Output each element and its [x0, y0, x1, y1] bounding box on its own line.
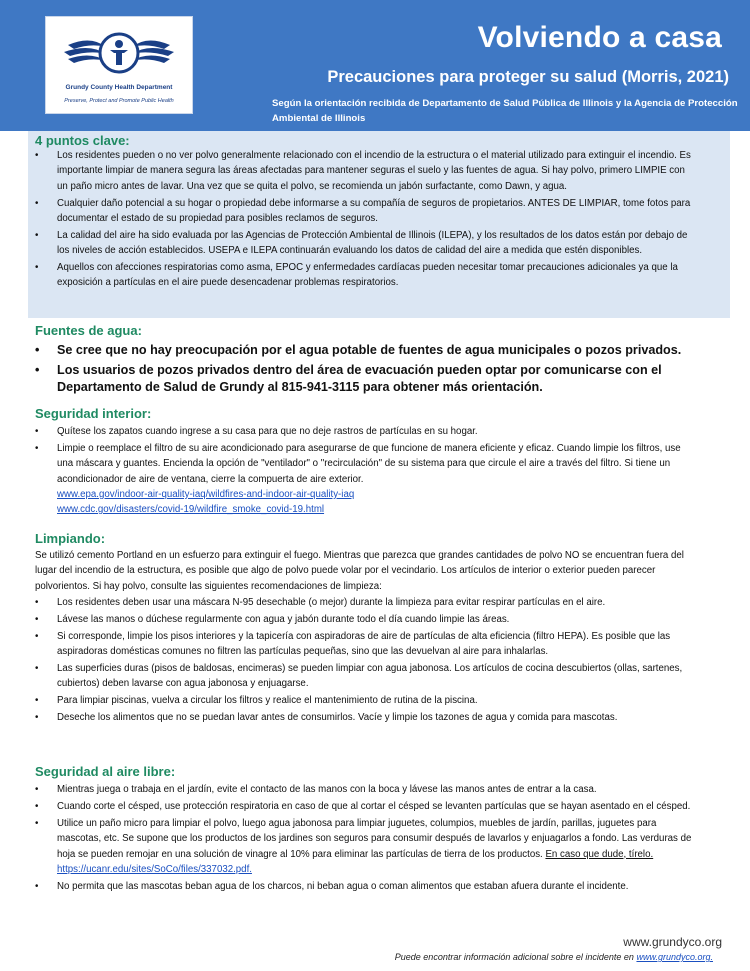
logo-name: Grundy County Health Department	[65, 84, 173, 91]
cleaning-section	[35, 548, 695, 727]
epa-link[interactable]: www.epa.gov/indoor-air-quality-iaq/wildfires-and-indoor-air-quality-iaq	[57, 488, 355, 500]
guidance-note: Según la orientación recibida de Departamento de Salud Pública de Illinois y la Agencia de Protección Ambiental de Illinois	[272, 98, 738, 124]
indoor-list	[35, 424, 695, 517]
footer-website: www.grundyco.org	[623, 935, 722, 949]
outdoor-item	[35, 816, 695, 877]
health-department-emblem-icon	[46, 17, 192, 87]
indoor-heading: Seguridad interior:	[35, 406, 152, 421]
cdc-link[interactable]: www.cdc.gov/disasters/covid-19/wildfire_smoke_covid-19.html	[57, 504, 325, 516]
page-title: Volviendo a casa	[477, 21, 722, 54]
indoor-item: • Quítese los zapatos cuando ingrese a su casa para que no deje rastros de partículas en su hogar.	[35, 424, 695, 439]
outdoor-heading: Seguridad al aire libre:	[35, 764, 176, 779]
footer-note	[395, 952, 713, 962]
cleaning-item: • Los residentes deben usar una máscara N-95 desechable (o mejor) durante la limpieza para evitar respirar partículas en el aire.	[35, 595, 695, 610]
logo	[45, 16, 193, 114]
doubt-note: En caso que dude, tírelo.	[545, 848, 654, 860]
key-point-item: • Los residentes pueden o no ver polvo generalmente relacionado con el incendio de la estructura o el material utilizado para extinguir el incendio. Es importante limpiar de manera segura las áreas afectadas para mantener seguras el suelo y las fuentes de agua. Si hay polvo, primero LIMPIE con un paño micro antes de lavar. Una vez que se quita el polvo, se recomienda un jabón surfactante, como Dawn, y agua.	[35, 148, 695, 194]
outdoor-item-text: Utilice un paño micro para limpiar el polvo, luego agua jabonosa para limpiar juguetes, columpios, muebles de jardín, parillas, juguetes para mascotas, etc. Se supone que los productos de los jardines son seguros para consumir después de lavarlos y enjuagarlos a fondo. Las verduras de hoja se pueden remojar en una solución de vinagre al 10% para eliminar las partículas de tierra de los productos.	[57, 817, 692, 860]
outdoor-item: • No permita que las mascotas beban agua de los charcos, ni beban agua o coman alimentos que estaban afuera durante el incidente.	[35, 879, 695, 894]
logo-tagline: Preserve, Protect and Promote Public Health	[64, 98, 174, 104]
water-item: • Se cree que no hay preocupación por el agua potable de fuentes de agua municipales o pozos privados.	[35, 342, 695, 360]
footer-link[interactable]: www.grundyco.org.	[636, 952, 713, 962]
indoor-section	[35, 424, 695, 519]
cleaning-item: • Si corresponde, limpie los pisos interiores y la tapicería con aspiradoras de aire de partículas de alta eficiencia (filtro HEPA). Es posible que las aspiradoras domésticas comunes no filtren las partículas pequeñas, sino que las devuelvan al aire para inhalarlas.	[35, 629, 695, 660]
cleaning-item: • Para limpiar piscinas, vuelva a circular los filtros y realice el mantenimiento de rutina de la piscina.	[35, 693, 695, 708]
ucanr-link[interactable]: https://ucanr.edu/sites/SoCo/files/337032.pdf.	[57, 863, 252, 875]
footer-note-text: Puede encontrar información adicional sobre el incidente en	[394, 952, 634, 962]
key-points-box	[28, 131, 730, 318]
key-point-item: • Cualquier daño potencial a su hogar o propiedad debe informarse a su compañía de seguros de propietarios. ANTES DE LIMPIAR, tome fotos para documentar el estado de su propiedad para posibles reclamos de seguros.	[35, 196, 695, 227]
page-subtitle: Precauciones para proteger su salud (Morris, 2021)	[327, 68, 729, 86]
cleaning-list	[35, 595, 695, 726]
water-heading: Fuentes de agua:	[35, 323, 142, 338]
cleaning-item: • Lávese las manos o dúchese regularmente con agua y jabón durante todo el día cuando limpie las áreas.	[35, 612, 695, 627]
key-points-list	[35, 148, 695, 292]
indoor-item	[35, 441, 695, 517]
outdoor-item: • Cuando corte el césped, use protección respiratoria en caso de que al cortar el césped se levanten partículas que se hayan asentado en el césped.	[35, 799, 695, 814]
cleaning-heading: Limpiando:	[35, 531, 106, 546]
outdoor-item: • Mientras juega o trabaja en el jardín, evite el contacto de las manos con la boca y lávese las manos antes de entrar a la casa.	[35, 782, 695, 797]
cleaning-intro: Se utilizó cemento Portland en un esfuerzo para extinguir el fuego. Mientras que parezca que grandes cantidades de polvo NO se encuentran fuera del lugar del incendio de la estructura, es posible que algo de polvo puede volar por el vecindario. Los artículos de interior o exterior pueden parecer polvorientos. Si hay polvo, consulte las siguientes recomendaciones de limpieza:	[35, 550, 684, 592]
header-banner	[0, 0, 750, 131]
water-section	[35, 342, 695, 399]
outdoor-section	[35, 782, 695, 896]
key-point-item: • Aquellos con afecciones respiratorias como asma, EPOC y enfermedades cardíacas pueden necesitar tomar precauciones adicionales ya que la exposición a partículas en el aire puede desencadenar problemas respiratorios.	[35, 260, 695, 291]
water-list	[35, 342, 695, 397]
indoor-item-text: Limpie o reemplace el filtro de su aire acondicionado para asegurarse de que funcione de manera eficiente y eficaz. Cuando limpie los filtros, use una máscara y guantes. Encienda la opción de "ventilador" o "recirculación" de su sistema para que circule el aire a través del filtro. Si tiene un acondicionador de aire de ventana, cierre la compuerta de aire exterior.	[57, 442, 681, 485]
key-points-heading: 4 puntos clave:	[35, 133, 130, 148]
key-point-item: • La calidad del aire ha sido evaluada por las Agencias de Protección Ambiental de Illinois (ILEPA), y los resultados de los datos están por debajo de los niveles de acción establecidos. USEPA e ILEPA continuarán evaluando los datos de calidad del aire a medida que estén disponibles.	[35, 228, 695, 259]
cleaning-item: • Deseche los alimentos que no se puedan lavar antes de consumirlos. Vacíe y limpie los tazones de agua y comida para mascotas.	[35, 710, 695, 725]
cleaning-item: • Las superficies duras (pisos de baldosas, encimeras) se pueden limpiar con agua jabonosa. Los artículos de cocina descubiertos (ollas, sartenes, cubiertos) deben lavarse con agua jabonosa y enjuagarse.	[35, 661, 695, 692]
water-item: • Los usuarios de pozos privados dentro del área de evacuación pueden optar por comunicarse con el Departamento de Salud de Grundy al 815-941-3115 para obtener más orientación.	[35, 362, 695, 397]
outdoor-list	[35, 782, 695, 894]
